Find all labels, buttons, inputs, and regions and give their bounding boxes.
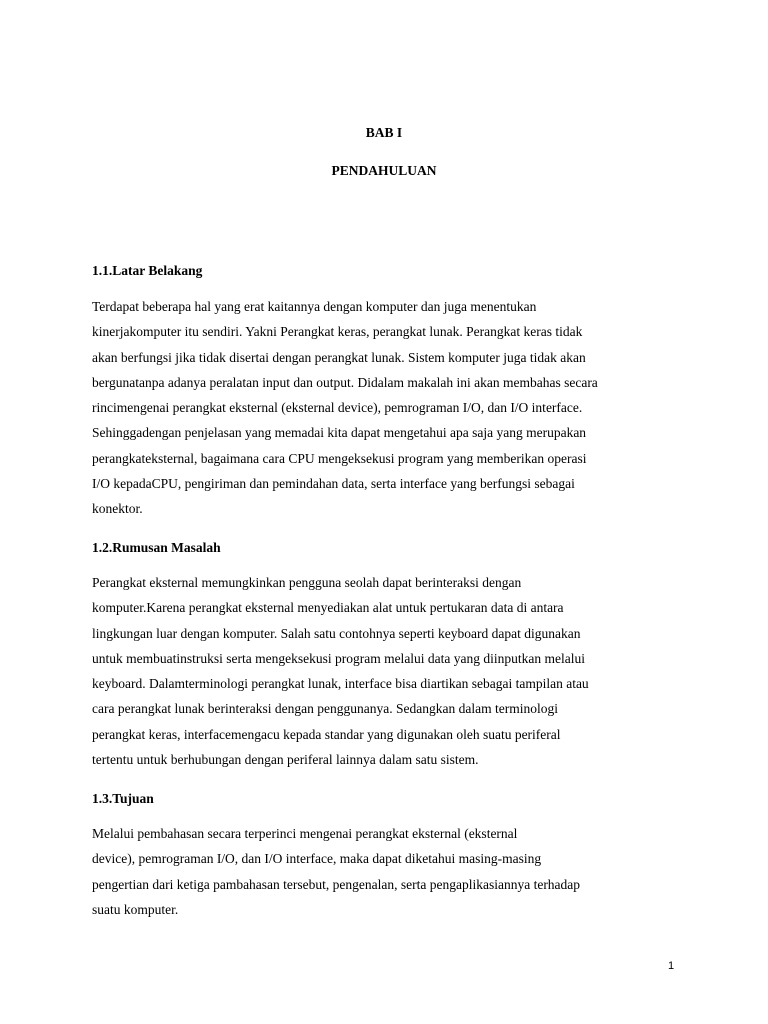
text-line: perangkat keras, interfacemengacu kepada standar yang digunakan oleh suatu periferal xyxy=(92,726,561,742)
section-heading-tujuan: 1.3.Tujuan xyxy=(92,791,154,806)
section-body-rumusan-masalah xyxy=(92,570,589,772)
text-line: Sehinggadengan penjelasan yang memadai kita dapat mengetahui apa saja yang merupakan xyxy=(92,425,587,441)
text-line: kinerjakomputer itu sendiri. Yakni Perangkat keras, perangkat lunak. Perangkat keras tidak xyxy=(92,324,583,340)
text-line: pengertian dari ketiga pambahasan tersebut, pengenalan, serta pengaplikasiannya terhadap xyxy=(92,876,581,892)
text-line: suatu komputer. xyxy=(92,901,179,917)
text-line: lingkungan luar dengan komputer. Salah satu contohnya seperti keyboard dapat digunakan xyxy=(92,625,581,641)
section-body-tujuan xyxy=(92,821,580,922)
text-line: komputer.Karena perangkat eksternal menyediakan alat untuk pertukaran data di antara xyxy=(92,600,564,616)
text-line: akan berfungsi jika tidak disertai dengan perangkat lunak. Sistem komputer juga tidak akan xyxy=(92,349,586,365)
text-line: bergunatanpa adanya peralatan input dan output. Didalam makalah ini akan membahas secara xyxy=(92,374,598,390)
chapter-label: BAB I xyxy=(365,125,403,140)
section-heading-latar-belakang: 1.1.Latar Belakang xyxy=(92,263,203,278)
chapter-title: PENDAHULUAN xyxy=(331,163,437,178)
section-heading-rumusan-masalah: 1.2.Rumusan Masalah xyxy=(92,540,221,555)
text-line: konektor. xyxy=(92,501,143,517)
page-number: 1 xyxy=(668,960,675,972)
text-line: keyboard. Dalamterminologi perangkat lunak, interface bisa diartikan sebagai tampilan atau xyxy=(92,676,589,692)
text-line: tertentu untuk berhubungan dengan periferal lainnya dalam satu sistem. xyxy=(92,752,479,768)
section-body-latar-belakang xyxy=(92,294,598,522)
text-line: untuk membuatinstruksi serta mengeksekusi program melalui data yang diinputkan melalui xyxy=(92,650,586,666)
text-line: cara perangkat lunak berinteraksi dengan penggunanya. Sedangkan dalam terminologi xyxy=(92,701,558,717)
text-line: Perangkat eksternal memungkinkan pengguna seolah dapat berinteraksi dengan xyxy=(92,575,522,590)
text-line: device), pemrograman I/O, dan I/O interface, maka dapat diketahui masing-masing xyxy=(92,851,542,867)
text-line: Melalui pembahasan secara terperinci mengenai perangkat eksternal (eksternal xyxy=(92,826,518,841)
text-line: perangkateksternal, bagaimana cara CPU mengeksekusi program yang memberikan operasi xyxy=(92,450,587,466)
text-line: Terdapat beberapa hal yang erat kaitannya dengan komputer dan juga menentukan xyxy=(92,299,537,314)
text-line: rincimengenai perangkat eksternal (eksternal device), pemrograman I/O, dan I/O interface. xyxy=(92,400,583,416)
text-line: I/O kepadaCPU, pengiriman dan pemindahan data, serta interface yang berfungsi sebagai xyxy=(92,476,575,492)
